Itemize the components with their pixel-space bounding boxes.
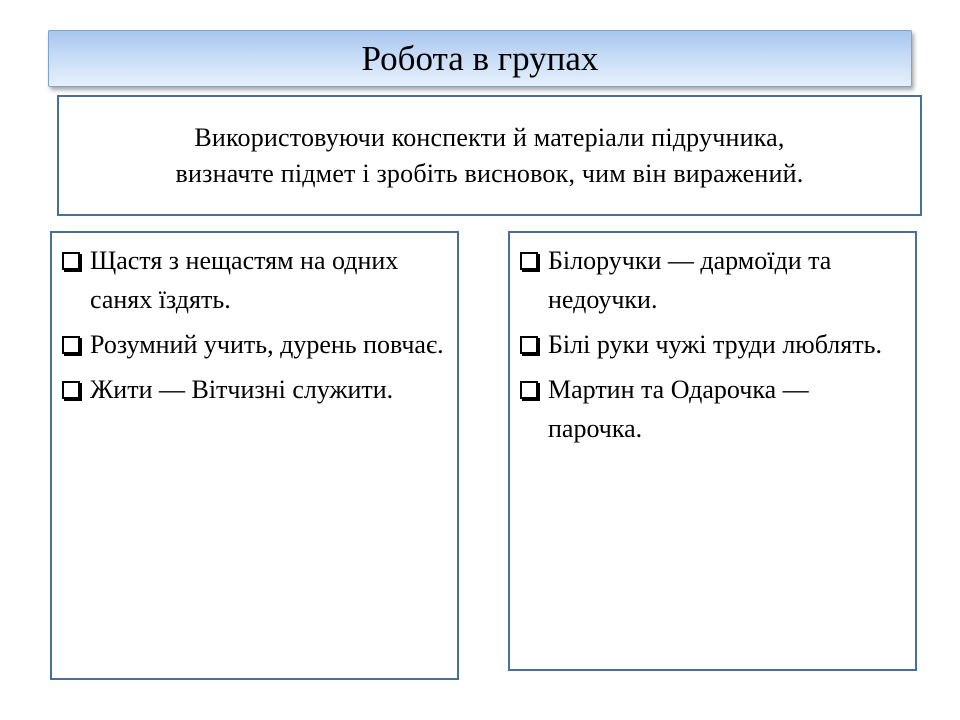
task-text-line-2: визначте підмет і зробіть висновок, чим він виражений. bbox=[175, 158, 804, 188]
title-bar bbox=[48, 30, 912, 87]
checkbox-icon bbox=[520, 336, 538, 354]
checkbox-icon bbox=[520, 381, 538, 399]
slide-title: Робота в групах bbox=[361, 39, 599, 78]
checkbox-icon bbox=[62, 252, 80, 270]
list-item bbox=[62, 370, 449, 409]
task-box bbox=[57, 95, 922, 216]
proverb-text: Білоручки — дармоїди та недоучки. bbox=[548, 246, 832, 314]
proverb-text: Розумний учить, дурень повчає. bbox=[90, 330, 444, 359]
list-item bbox=[520, 325, 907, 364]
list-item bbox=[520, 370, 907, 448]
list-item bbox=[62, 325, 449, 364]
list-item bbox=[62, 241, 449, 319]
proverb-text: Білі руки чужі труди люблять. bbox=[548, 330, 882, 359]
task-text-line-1: Використовуючи конспекти й матеріали підручника, bbox=[194, 122, 785, 152]
checkbox-icon bbox=[62, 381, 80, 399]
proverb-text: Мартин та Одарочка — парочка. bbox=[548, 375, 809, 443]
checkbox-icon bbox=[520, 252, 538, 270]
right-proverb-list bbox=[508, 231, 917, 671]
left-proverb-list bbox=[50, 231, 459, 680]
list-item bbox=[520, 241, 907, 319]
checkbox-icon bbox=[62, 336, 80, 354]
proverb-text: Жити — Вітчизні служити. bbox=[90, 375, 394, 404]
proverb-text: Щастя з нещастям на одних санях їздять. bbox=[90, 246, 399, 314]
